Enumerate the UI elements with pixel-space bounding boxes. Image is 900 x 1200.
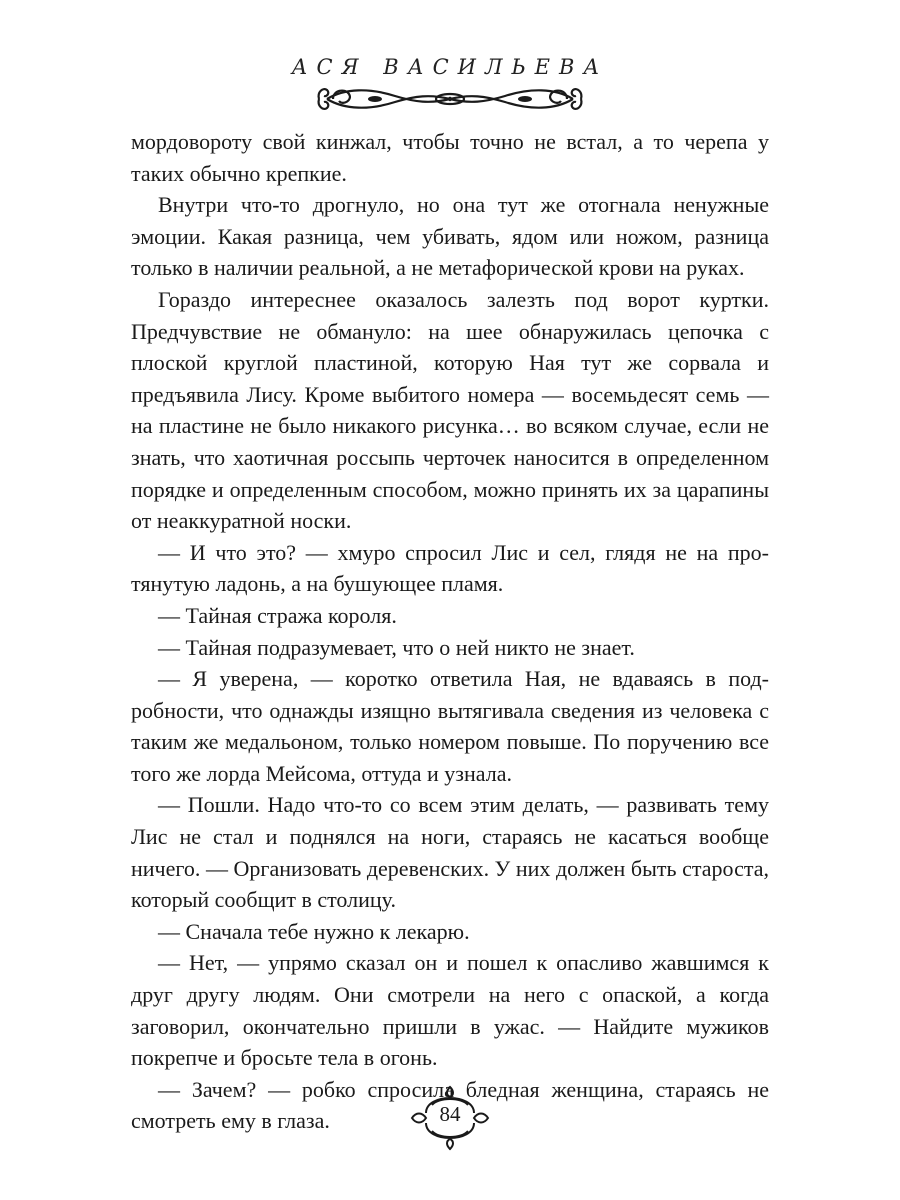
paragraph: — Я уверена, — коротко ответила Ная, не вдаваясь в подробности, что однажды изящно вытягивала сведения из человека с таким же медальоном, только номером повыше. По поручению все того же лорда Мейсома, оттуда и узнала. [131, 666, 769, 786]
paragraph: Внутри что-то дрогнуло, но она тут же отогнала ненужные эмоции. Какая разница, чем убивать, ядом или ножом, разница только в наличии реальной, а не метафорической крови на руках. [131, 192, 769, 281]
body-text [131, 126, 769, 1137]
paragraph: — Пошли. Надо что-то со всем этим делать, — развивать тему Лис не стал и поднялся на ноги, стараясь не касаться вообще ничего. — Организовать деревенских. У них должен быть староста, который сообщит в столицу. [131, 792, 769, 913]
paragraph: — И что это? — хмуро спросил Лис и сел, глядя не на протянутую ладонь, а на бушующее пламя. [131, 539, 769, 597]
author-name: АСЯ ВАСИЛЬЕВА [291, 55, 609, 79]
paragraph: — Сначала тебе нужно к лекарю. [158, 918, 470, 944]
running-header [0, 52, 900, 116]
paragraph: — Зачем? — робко спросила бледная женщина, стараясь не смотреть ему в глаза. [131, 1076, 769, 1134]
header-ornament-icon [315, 82, 585, 116]
page-number: 84 [439, 1102, 461, 1126]
paragraph: Гораздо интереснее оказалось залезть под ворот куртки. Предчувствие не обмануло: на шее обнаружилась цепочка с плоской круглой пластиной, которую Ная тут же сорвала и предъявила Лису. Кроме выбитого номера — восемьдесят семь — на пластине не было никакого рисунка… во всяком случае, если не знать, что хаотичная россыпь черточек наносится в определенном порядке и определенным способом, можно принять их за царапины от неаккуратной носки. [131, 286, 769, 534]
paragraph: мордовороту свой кинжал, чтобы точно не встал, а то черепа у таких обычно крепкие. [131, 129, 769, 186]
paragraph: — Тайная подразумевает, что о ней никто не знает. [158, 634, 635, 660]
paragraph: — Тайная стража короля. [158, 602, 397, 628]
paragraph: — Нет, — упрямо сказал он и пошел к опасливо жавшимся к друг другу людям. Они смотрели на него с опаской, а когда заговорил, окончательно пришли в ужас. — Найдите мужиков покрепче и бросьте тела в огонь. [131, 950, 769, 1071]
page-footer [0, 1083, 900, 1153]
